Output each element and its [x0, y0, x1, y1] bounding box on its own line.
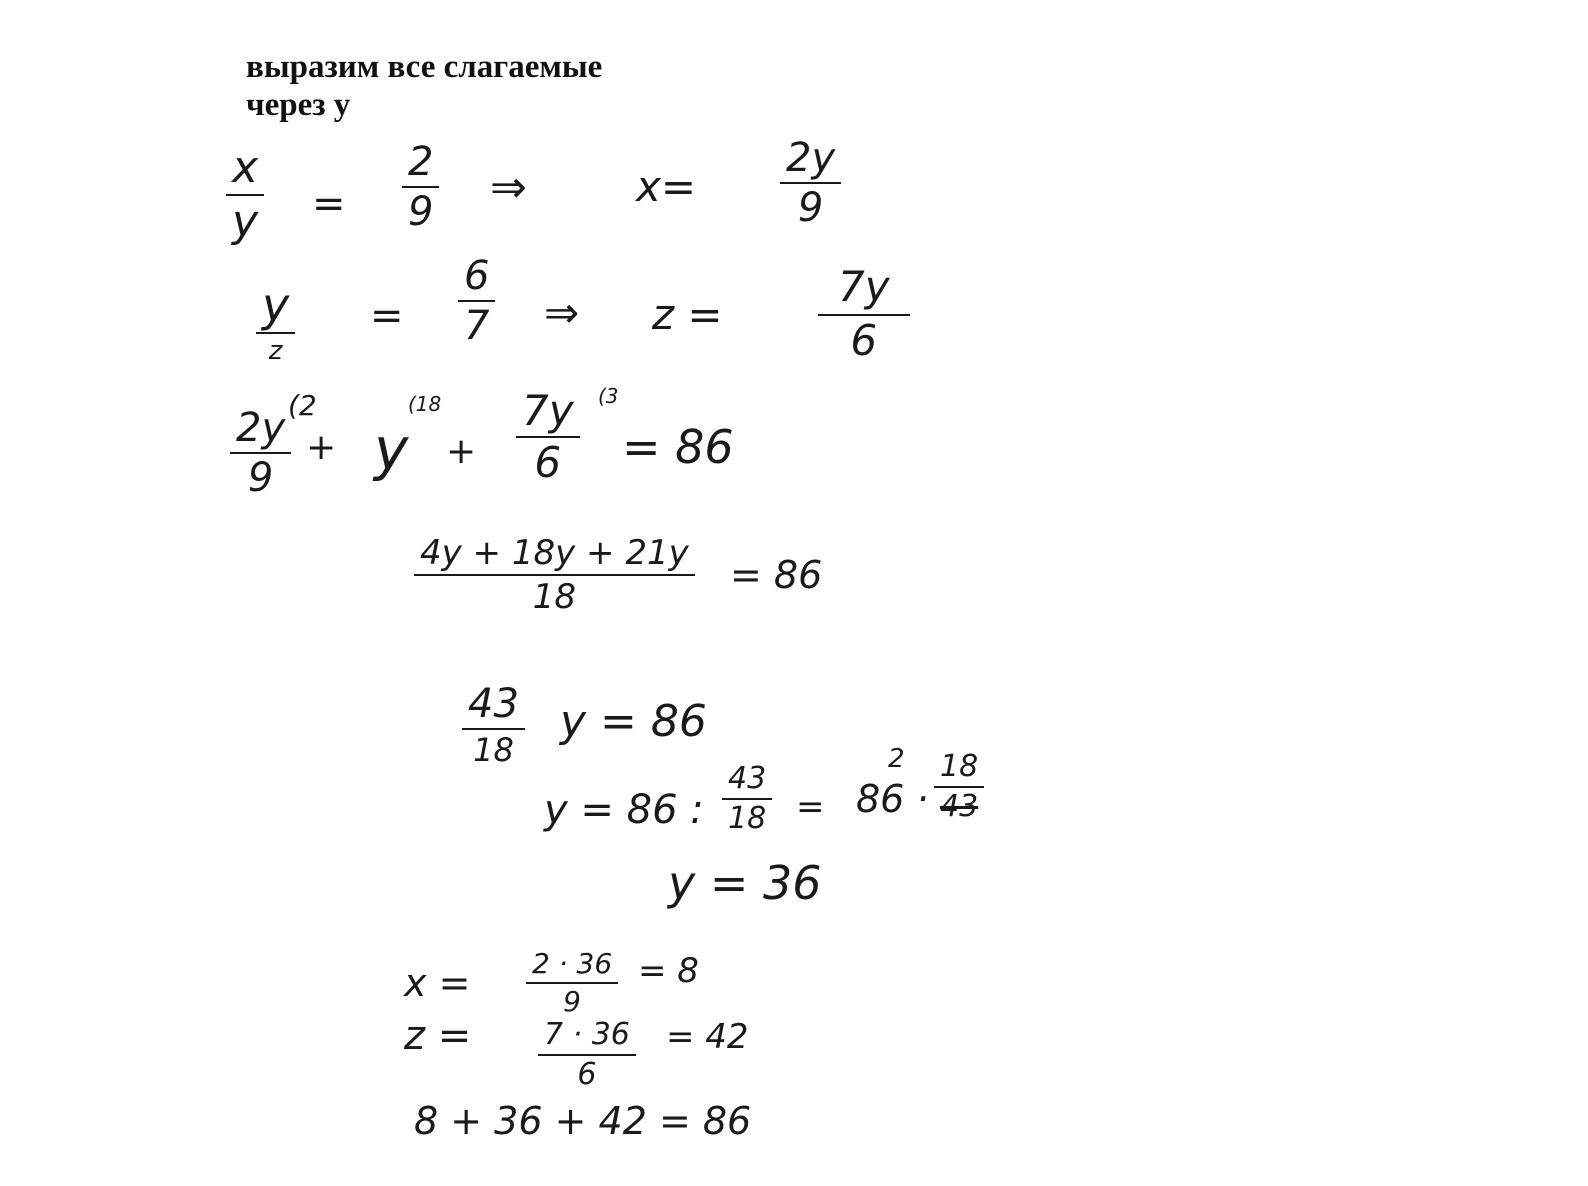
eq6-equals: =: [796, 787, 825, 827]
eq9-fraction: [538, 1017, 636, 1092]
eq6-lhs: y = 86 :: [544, 787, 704, 833]
eq3-term2: y: [374, 415, 409, 483]
eq1-lhs-fraction: [226, 142, 264, 247]
eq8-numerator: 2 · 36: [532, 947, 613, 980]
heading: [246, 48, 602, 124]
eq9-numerator: 7 · 36: [544, 1017, 630, 1052]
eq1-result-denominator: 9: [797, 185, 824, 231]
eq3-term1-numerator: 2y: [236, 405, 286, 451]
eq3-term3-denominator: 6: [534, 438, 562, 487]
eq3-term1-multiplier: (2: [288, 389, 317, 422]
eq1-equals: =: [312, 181, 346, 227]
eq1-implies: ⇒: [490, 162, 527, 213]
eq9-rhs: = 42: [666, 1017, 749, 1057]
eq8-fraction: [526, 947, 618, 1018]
eq2-variable: z =: [652, 290, 723, 339]
heading-line-1: выразим все слагаемые: [246, 49, 603, 85]
eq6-fraction-2-numerator: 18: [940, 749, 979, 784]
eq6-fraction-1: [722, 761, 772, 836]
eq3-rhs: = 86: [622, 420, 734, 474]
eq9-denominator: 6: [577, 1057, 597, 1092]
eq3-term3-multiplier: (3: [598, 384, 619, 408]
eq2-rhs-denominator: 7: [464, 303, 490, 349]
eq4-denominator: 18: [532, 577, 576, 617]
eq1-rhs-fraction: [402, 139, 439, 235]
heading-line-2: через у: [246, 87, 351, 123]
eq2-lhs-numerator: y: [262, 278, 290, 332]
eq4-fraction: [414, 533, 695, 617]
eq3-plus-1: +: [306, 427, 337, 468]
eq6-middle-superscript: 2: [888, 744, 905, 774]
eq2-result-denominator: 6: [850, 316, 878, 365]
eq6-fraction-1-numerator: 43: [728, 761, 767, 796]
eq2-rhs-numerator: 6: [464, 253, 490, 299]
eq3-term2-multiplier: (18: [408, 392, 442, 416]
eq1-lhs-denominator: y: [232, 196, 259, 247]
eq6-fraction-1-denominator: 18: [728, 801, 767, 836]
equation-10: 8 + 36 + 42 = 86: [414, 1099, 752, 1143]
eq5-denominator: 18: [473, 731, 514, 769]
eq2-result-numerator: 7y: [838, 262, 890, 311]
eq5-rest: y = 86: [560, 696, 707, 747]
eq2-rhs-fraction: [458, 253, 495, 349]
eq1-variable: x=: [636, 162, 697, 211]
equation-7: y = 36: [668, 856, 822, 910]
eq9-lhs: z =: [404, 1013, 472, 1059]
eq2-result-fraction: [818, 262, 910, 365]
eq2-lhs-fraction: [256, 278, 295, 366]
eq4-rhs: = 86: [730, 553, 823, 597]
eq3-term1-fraction: [230, 405, 291, 501]
eq1-rhs-numerator: 2: [408, 139, 434, 185]
eq5-numerator: 43: [468, 681, 519, 727]
eq2-equals: =: [370, 293, 404, 339]
eq3-plus-2: +: [446, 431, 477, 472]
eq1-rhs-denominator: 9: [408, 189, 434, 235]
eq3-term1-denominator: 9: [247, 455, 274, 501]
eq1-result-numerator: 2y: [786, 135, 836, 181]
eq6-fraction-2: [934, 749, 984, 824]
eq6-middle: 86 ·: [856, 777, 929, 821]
eq8-denominator: 9: [563, 985, 581, 1018]
eq1-lhs-numerator: x: [232, 142, 259, 193]
eq6-fraction-2-denominator: 43: [940, 789, 979, 824]
eq8-rhs: = 8: [638, 951, 699, 991]
eq8-lhs: x =: [404, 961, 471, 1005]
eq2-implies: ⇒: [544, 288, 580, 337]
eq3-term3-fraction: [516, 386, 580, 487]
eq1-result-fraction: [780, 135, 841, 231]
eq3-term3-numerator: 7y: [522, 386, 574, 435]
eq5-fraction: [462, 681, 525, 769]
eq2-lhs-denominator: z: [268, 336, 283, 366]
eq4-numerator: 4y + 18y + 21y: [420, 533, 689, 573]
